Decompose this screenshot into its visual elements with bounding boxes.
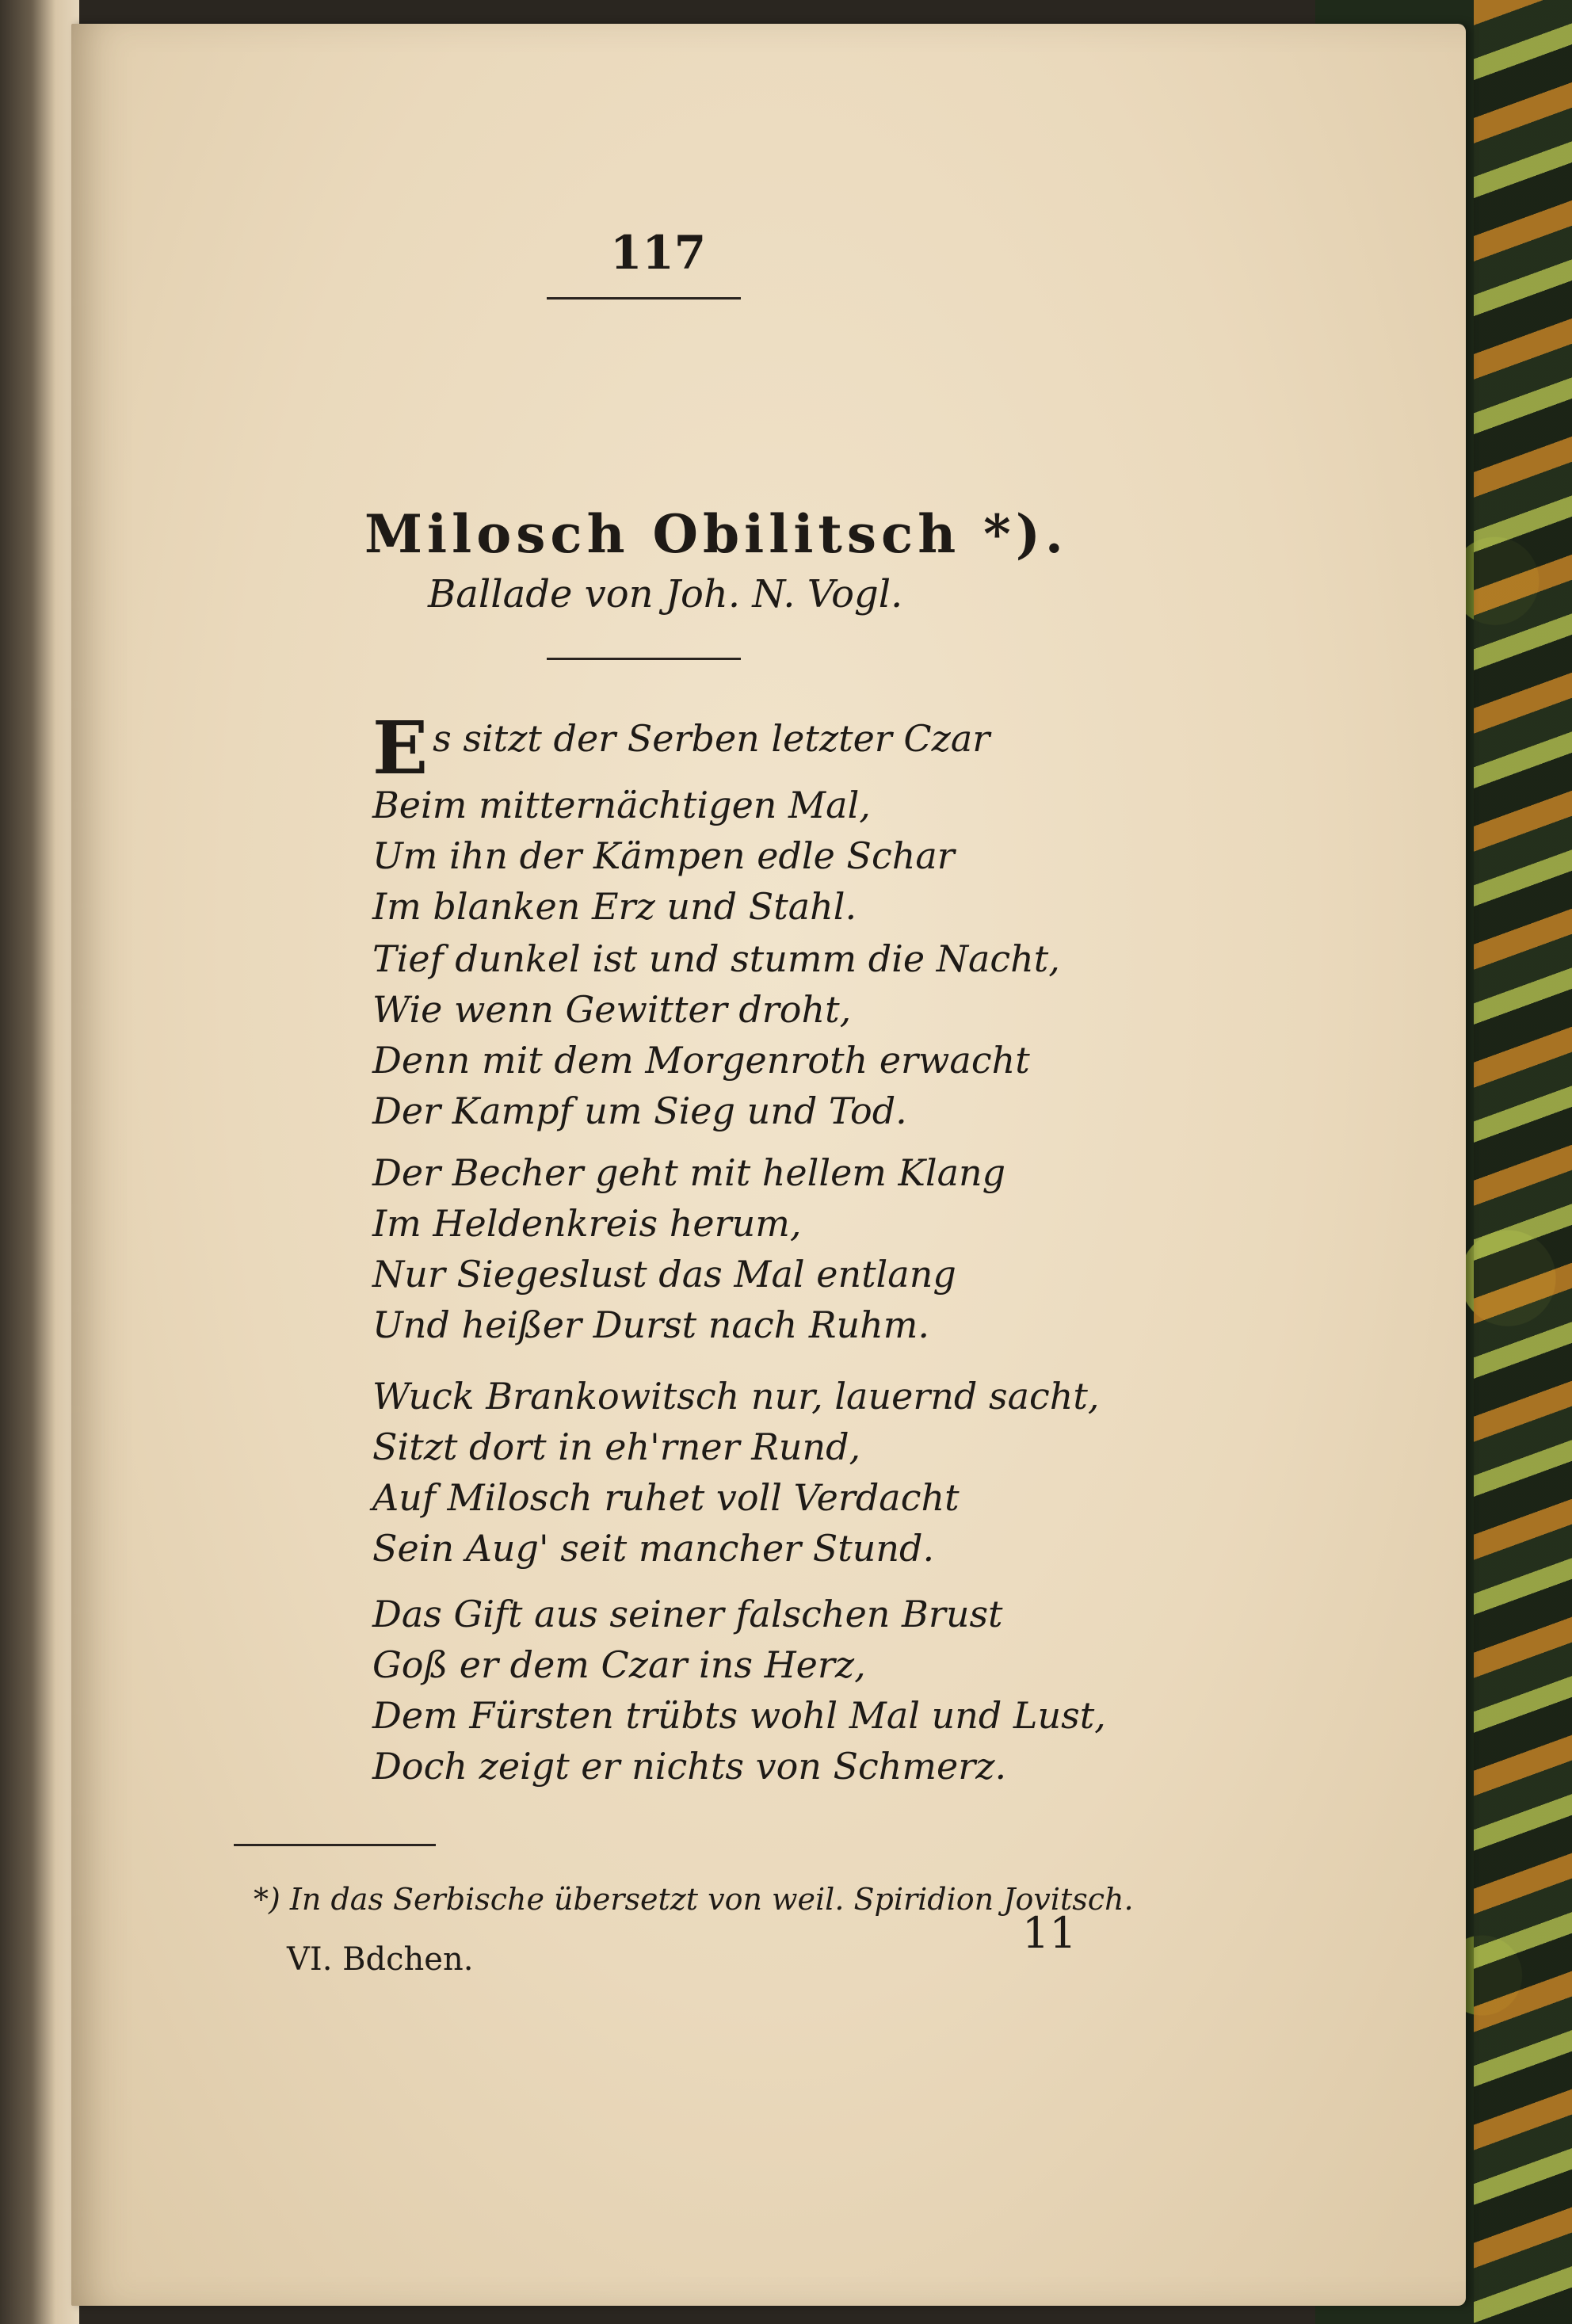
stanza-line: Im Heldenkreis herum, xyxy=(372,1202,802,1245)
poem-title: Milosch Obilitsch *). xyxy=(364,503,1068,565)
header-rule xyxy=(547,297,741,300)
stanza-5 xyxy=(372,1589,1106,1792)
footnote: *) In das Serbische übersetzt von weil. Spiridion Jovitsch. xyxy=(254,1882,1134,1917)
stanza-line: Der Becher geht mit hellem Klang xyxy=(372,1151,1006,1194)
stanza-line: Und heißer Durst nach Ruhm. xyxy=(372,1303,929,1346)
stanza-line: Dem Fürsten trübts wohl Mal und Lust, xyxy=(372,1694,1106,1737)
stanza-line: Goß er dem Czar ins Herz, xyxy=(372,1643,866,1686)
stanza-line: Wie wenn Gewitter droht, xyxy=(372,988,852,1031)
stanza-line: Auf Milosch ruhet voll Verdacht xyxy=(372,1476,960,1519)
stanza-line: Es sitzt der Serben letzter Czar xyxy=(372,705,990,791)
stanza-line: Sitzt dort in eh'rner Rund, xyxy=(372,1425,861,1468)
stanza-4 xyxy=(372,1371,1100,1574)
book-spine xyxy=(0,0,79,2324)
signature-mark: 11 xyxy=(1022,1908,1077,1958)
stanza-line: Tief dunkel ist und stumm die Nacht, xyxy=(372,937,1060,980)
stanza-line: Wuck Brankowitsch nur, lauernd sacht, xyxy=(372,1375,1100,1418)
volume-label: VI. Bdchen. xyxy=(287,1941,474,1978)
stanza-line: Im blanken Erz und Stahl. xyxy=(372,885,857,928)
stanza-3 xyxy=(372,1147,1005,1350)
drop-cap-initial: E xyxy=(372,705,429,791)
stanza-line: Nur Siegeslust das Mal entlang xyxy=(372,1253,956,1296)
stanza-2 xyxy=(372,933,1060,1136)
footnote-rule xyxy=(234,1844,436,1846)
stanza-line: Beim mitternächtigen Mal, xyxy=(372,784,871,826)
poem-subtitle: Ballade von Joh. N. Vogl. xyxy=(428,572,903,616)
stanza-line: Der Kampf um Sieg und Tod. xyxy=(372,1089,907,1132)
stanza-line: Doch zeigt er nichts von Schmerz. xyxy=(372,1745,1007,1788)
stanza-1 xyxy=(372,705,990,932)
stanza-line: Denn mit dem Morgenroth erwacht xyxy=(372,1039,1030,1082)
stanza-line: Sein Aug' seit mancher Stund. xyxy=(372,1527,935,1570)
marbled-cover-edge xyxy=(1474,0,1572,2324)
book-page xyxy=(71,24,1466,2306)
title-rule xyxy=(547,658,741,660)
stanza-line: Um ihn der Kämpen edle Schar xyxy=(372,834,955,877)
stanza-line: Das Gift aus seiner falschen Brust xyxy=(372,1593,1003,1635)
page-number: 117 xyxy=(610,226,707,280)
